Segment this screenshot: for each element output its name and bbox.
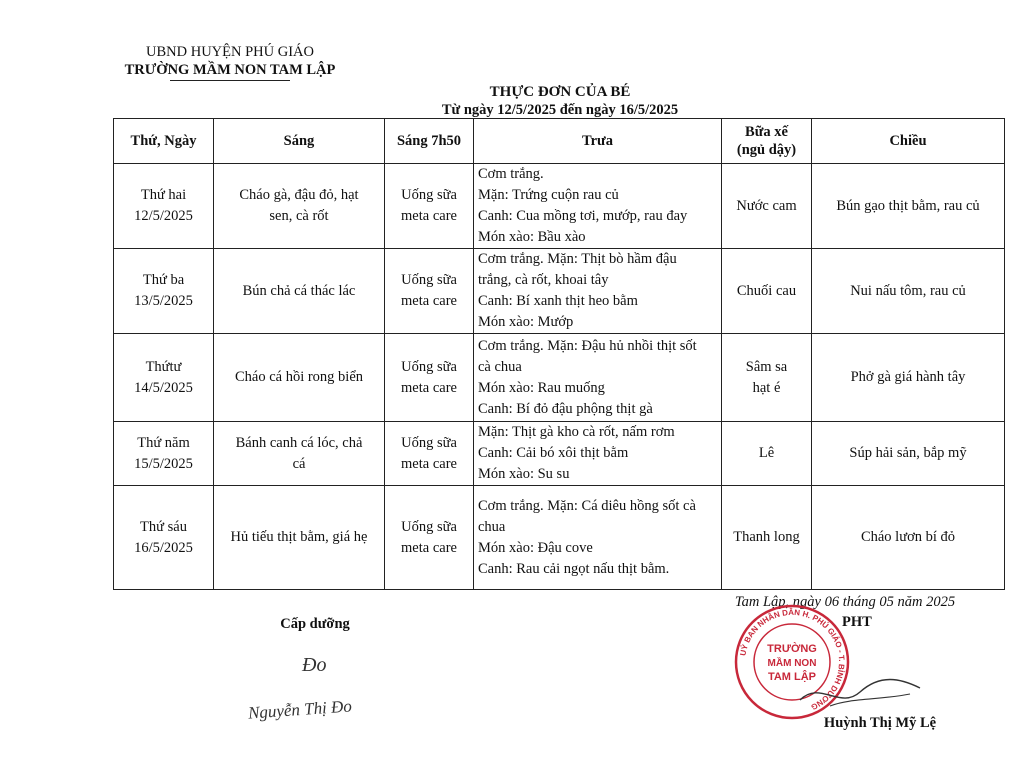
day-date: 15/5/2025 (134, 455, 193, 472)
snack-line: Chuối cau (736, 282, 797, 299)
cell-day (114, 164, 214, 249)
page-title: THỰC ĐƠN CỦA BÉ (489, 84, 631, 100)
header-afternoon: Chiều (812, 119, 1005, 164)
day-date: 12/5/2025 (134, 208, 193, 225)
lunch-line: Món xào: Mướp (478, 314, 574, 331)
lunch-line: chua (478, 518, 506, 535)
cell-lunch (474, 164, 722, 249)
lunch-line: Món xào: Rau muống (478, 379, 605, 396)
cell-afternoon: Cháo lươn bí đỏ (812, 486, 1005, 590)
milk-line: meta care (401, 455, 457, 472)
morning-line: Bánh canh cá lóc, chả (235, 434, 363, 451)
milk-line: Uống sữa (401, 434, 457, 451)
lunch-line: Cơm trắng. Mặn: Cá diêu hồng sốt cà (478, 497, 696, 514)
org-line-school (100, 62, 360, 79)
cell-day (114, 334, 214, 422)
table-row (114, 249, 1005, 334)
milk-line: meta care (401, 539, 457, 556)
cell-afternoon: Súp hải sản, bắp mỹ (812, 422, 1005, 486)
stamp-line1: TRƯỜNG (767, 643, 817, 655)
school-underline (170, 80, 290, 81)
table-row (114, 334, 1005, 422)
lunch-line: Canh: Cua mồng tơi, mướp, rau đay (478, 208, 688, 225)
morning-line: sen, cà rốt (269, 208, 329, 225)
morning-line: Cháo cá hồi rong biển (234, 369, 364, 386)
milk-line: meta care (401, 208, 457, 225)
table-row (114, 164, 1005, 249)
cook-signature-name: Nguyễn Thị Đo (247, 696, 353, 723)
day-name: Thứ hai (140, 187, 187, 204)
cell-lunch (474, 486, 722, 590)
stamp-line2: MẦM NON (767, 658, 817, 669)
day-name: Thứ năm (137, 434, 190, 451)
lunch-line: Cơm trắng. Mặn: Đậu hủ nhồi thịt sốt (478, 337, 697, 354)
cell-morning (214, 249, 385, 334)
cell-morning (214, 334, 385, 422)
lunch-line: cà chua (478, 358, 522, 375)
table-row (114, 422, 1005, 486)
day-name: Thứ ba (142, 272, 185, 289)
lunch-line: trắng, cà rốt, khoai tây (478, 272, 609, 289)
page-subtitle: Từ ngày 12/5/2025 đến ngày 16/5/2025 (441, 102, 679, 118)
milk-line: Uống sữa (401, 187, 457, 204)
lunch-line: Canh: Bí xanh thịt heo bằm (478, 293, 638, 310)
menu-table (113, 118, 1005, 590)
cell-milk (385, 486, 474, 590)
milk-line: meta care (401, 293, 457, 310)
lunch-line: Canh: Rau cải ngọt nấu thịt bằm. (478, 560, 670, 577)
cell-snack (722, 164, 812, 249)
principal-signature-stroke (790, 670, 930, 720)
morning-line: Hủ tiếu thịt bằm, giá hẹ (230, 529, 368, 546)
cell-lunch (474, 334, 722, 422)
place-date: Tam Lập, ngày 06 tháng 05 năm 2025 (734, 594, 956, 610)
cell-snack (722, 486, 812, 590)
day-date: 14/5/2025 (134, 379, 193, 396)
cell-milk (385, 334, 474, 422)
header-day: Thứ, Ngày (114, 119, 214, 164)
cell-snack (722, 334, 812, 422)
milk-line: Uống sữa (401, 272, 457, 289)
cell-milk (385, 164, 474, 249)
stamp-line3: TAM LẬP (767, 671, 817, 683)
snack-line: Thanh long (733, 529, 800, 546)
morning-line: Cháo gà, đậu đỏ, hạt (239, 187, 359, 204)
cell-snack (722, 249, 812, 334)
morning-line: cá (292, 455, 306, 472)
milk-line: meta care (401, 379, 457, 396)
cell-day (114, 486, 214, 590)
lunch-line: Cơm trắng. (478, 166, 544, 182)
header-lunch: Trưa (474, 119, 722, 164)
org-line-district: UBND HUYỆN PHÚ GIÁO (146, 44, 314, 60)
header-snack-line2: (ngủ dậy) (736, 142, 797, 158)
snack-line: hạt é (752, 379, 781, 396)
cook-signature-mark: Đo (302, 654, 327, 676)
day-date: 13/5/2025 (134, 293, 193, 310)
day-date: 16/5/2025 (134, 539, 193, 556)
cell-morning (214, 422, 385, 486)
header-morning-750: Sáng 7h50 (385, 119, 474, 164)
principal-name: Huỳnh Thị Mỹ Lệ (823, 715, 937, 731)
day-name: Thứ sáu (140, 518, 187, 535)
table-header-row (114, 119, 1005, 164)
cell-milk (385, 249, 474, 334)
cell-lunch (474, 422, 722, 486)
snack-line: Lê (758, 445, 775, 462)
school-name: TRƯỜNG MẦM NON TAM LẬP (124, 62, 336, 78)
cell-lunch (474, 249, 722, 334)
snack-line: Nước cam (736, 197, 797, 214)
lunch-line: Món xào: Bầu xào (478, 229, 586, 246)
cell-milk (385, 422, 474, 486)
cell-afternoon: Nui nấu tôm, rau củ (812, 249, 1005, 334)
lunch-line: Món xào: Đậu cove (478, 539, 593, 556)
header-snack (722, 119, 812, 164)
header-morning: Sáng (214, 119, 385, 164)
snack-line: Sâm sa (745, 358, 788, 375)
cell-day (114, 422, 214, 486)
stamp-ring-textpath: UỶ BAN NHÂN DÂN H. PHÚ GIÁO - T. BÌNH DƯƠNG (738, 607, 847, 712)
cell-afternoon: Phở gà giá hành tây (812, 334, 1005, 422)
cell-morning (214, 164, 385, 249)
milk-line: Uống sữa (401, 518, 457, 535)
header-snack-line1: Bữa xế (745, 123, 788, 140)
cell-snack (722, 422, 812, 486)
lunch-line: Món xào: Su su (478, 466, 570, 483)
lunch-line: Cơm trắng. Mặn: Thịt bò hầm đậu (478, 251, 677, 268)
lunch-line: Canh: Bí đỏ đậu phộng thịt gà (478, 400, 653, 417)
lunch-line: Mặn: Trứng cuộn rau củ (478, 187, 619, 204)
cook-title: Cấp dưỡng (280, 616, 350, 632)
lunch-line: Canh: Cải bó xôi thịt bằm (478, 445, 629, 462)
cell-afternoon: Bún gạo thịt bằm, rau củ (812, 164, 1005, 249)
table-row (114, 486, 1005, 590)
cell-morning (214, 486, 385, 590)
lunch-line: Mặn: Thịt gà kho cà rốt, nấm rơm (478, 424, 675, 441)
cell-day (114, 249, 214, 334)
day-name: Thứtư (145, 358, 182, 375)
milk-line: Uống sữa (401, 358, 457, 375)
principal-title: PHT (842, 614, 872, 630)
morning-line: Bún chả cá thác lác (242, 282, 356, 299)
